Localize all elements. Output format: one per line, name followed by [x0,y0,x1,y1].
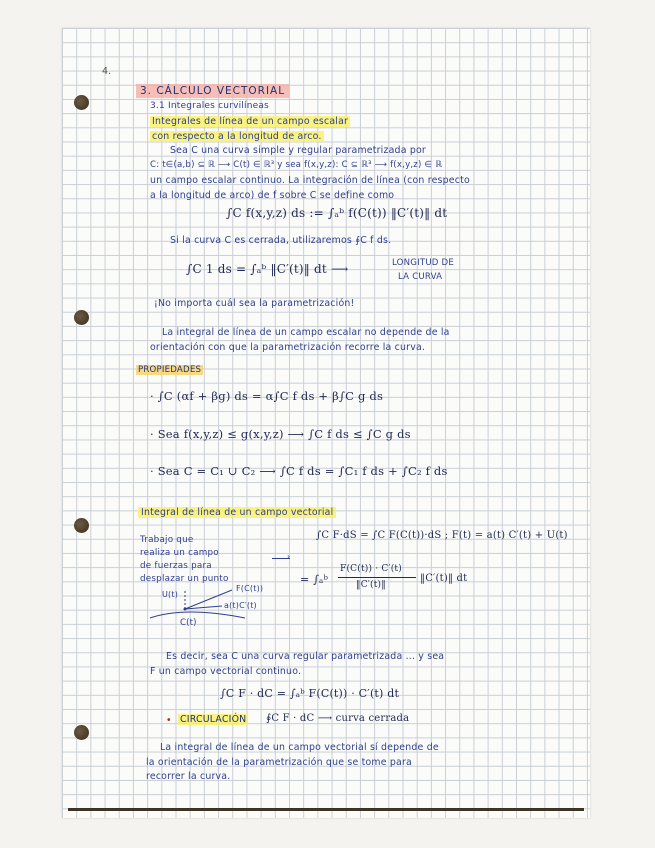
paragraph-3-line-2: F un campo vectorial continuo. [150,666,302,677]
subtitle-line-1: Integrales de línea de un campo escalar [152,116,349,127]
paragraph-2-line-1: La integral de línea de un campo escalar no depende de la [162,327,450,338]
paragraph-3-line-1: Es decir, sea C una curva regular parametrizada ... y sea [166,651,445,662]
arc-length-label-1: LONGITUD DE [392,258,455,268]
paragraph-4-line-3: recorrer la curva. [146,771,231,782]
paragraph-2-line-2: orientación con que la parametrización recorre la curva. [150,342,426,353]
property-linearity: · ∫C (αf + βg) ds = α∫C f ds + β∫C g ds [150,389,384,403]
bullet-icon: • [166,715,172,726]
closed-curve-note: Si la curva C es cerrada, utilizaremos ∮C f ds. [170,235,392,246]
paragraph-1-line-3: un campo escalar continuo. La integración de línea (con respecto [150,175,470,186]
diagram-label-normal: U(t) [162,590,179,599]
diagram-label-tangent: a(t)C′(t) [224,601,257,610]
work-note-line-4: desplazar un punto [140,574,229,584]
paragraph-1-line-1: Sea C una curva simple y regular parametrizada por [170,145,426,156]
arc-length-equation: ∫C 1 ds = ∫ₐᵇ ‖C′(t)‖ dt ⟶ [186,262,349,276]
circulation-label: CIRCULACIÓN [180,714,247,725]
property-monotonicity: · Sea f(x,y,z) ≤ g(x,y,z) ⟶ ∫C f ds ≤ ∫C g ds [150,427,411,441]
work-note-line-2: realiza un campo [140,548,219,558]
property-additivity: · Sea C = C₁ ∪ C₂ ⟶ ∫C f ds = ∫C₁ f ds + ∫C₂ f ds [150,464,448,478]
vector-integral-tail: ‖C′(t)‖ dt [420,573,468,584]
fraction-denominator: ‖C′(t)‖ [356,580,386,590]
chapter-title: 3. CÁLCULO VECTORIAL [136,84,289,98]
diagram-label-curve: C(t) [180,618,197,628]
paragraph-4-line-1: La integral de línea de un campo vectorial sí depende de [160,742,439,753]
paragraph-4-line-2: la orientación de la parametrización que se tome para [146,757,412,768]
page-number: 4. [102,66,112,77]
work-arrow-head-icon: › [287,552,291,561]
arc-length-label-2: LA CURVA [398,272,443,282]
work-note-line-1: Trabajo que [140,535,194,545]
subtitle-line-2: con respecto a la longitud de arco. [152,131,322,142]
paragraph-1-line-4: a la longitud de arco) de f sobre C se define como [150,190,395,201]
vector-line-integral-equation: ∫C F·dS = ∫C F(C(t))·dS ; F(t) = a(t) C′(t) + U(t) [316,530,568,541]
section-title: 3.1 Integrales curvilíneas [150,101,269,111]
diagram-label-force: F(C(t)) [236,584,264,593]
parametrization-note: ¡No importa cuál sea la parametrización! [154,298,355,309]
definition-equation: ∫C f(x,y,z) ds := ∫ₐᵇ f(C(t)) ‖C′(t)‖ dt [226,206,448,220]
paragraph-1-line-2: C: t∈(a,b) ⊆ ℝ ⟶ C(t) ∈ ℝ³ y sea f(x,y,z): C ⊆ ℝ³ ⟶ f(x,y,z) ∈ ℝ [150,160,443,170]
vector-field-heading: Integral de línea de un campo vectorial [138,507,336,518]
page-bottom-edge [68,808,584,811]
vector-definition-equation: ∫C F · dC = ∫ₐᵇ F(C(t)) · C′(t) dt [220,687,400,700]
properties-heading: PROPIEDADES [138,365,202,375]
work-note-line-3: de fuerzas para [140,561,212,571]
circulation-equation: ∮C F · dC ⟶ curva cerrada [266,713,410,724]
fraction-numerator: F(C(t)) · C′(t) [340,564,402,574]
vector-integral-expansion: = ∫ₐᵇ [300,573,329,586]
